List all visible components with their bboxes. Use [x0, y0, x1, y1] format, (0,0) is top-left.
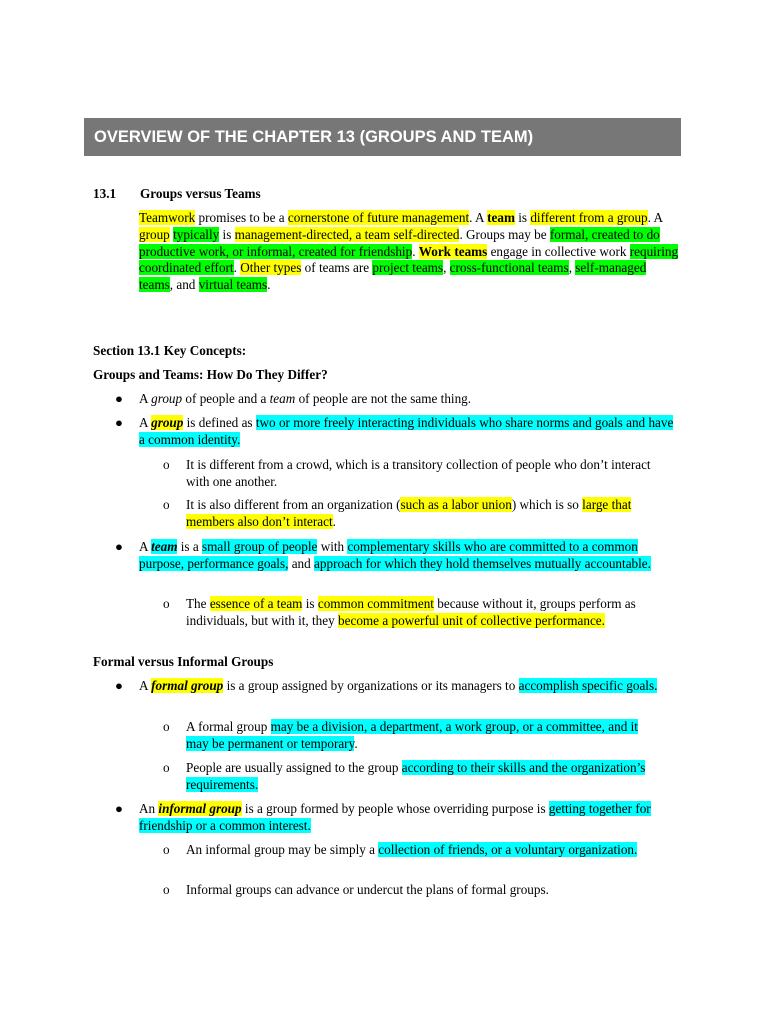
intro-text: of teams are	[301, 260, 373, 276]
item-text: approach for which they hold themselves mutually accountable.	[314, 555, 651, 571]
sub-bullet-icon: o	[163, 497, 170, 512]
differ-heading: Groups and Teams: How Do They Differ?	[93, 367, 328, 382]
intro-text: group	[139, 226, 170, 242]
intro-text: engage in collective work	[487, 243, 630, 259]
intro-text: Teamwork	[139, 210, 196, 225]
sub-list-item	[163, 596, 666, 630]
item-text: getting together for friendship or a common interest.	[139, 801, 651, 833]
list-item	[115, 678, 669, 695]
list-item	[115, 539, 679, 573]
item-text: essence of a team	[209, 596, 303, 611]
item-text: complementary skills who are committed to a common purpose, performance goals,	[139, 539, 638, 571]
item-text: An informal group may be simply a	[186, 842, 379, 857]
item-text: of people are not the same thing.	[295, 391, 472, 406]
sub-bullet-icon: o	[163, 457, 170, 472]
item-text: ) which is so	[511, 497, 583, 512]
item-text: Informal groups can advance or undercut the plans of formal groups.	[186, 882, 549, 897]
bullet-icon: ●	[115, 539, 123, 554]
bullet-icon: ●	[115, 391, 123, 406]
item-text: A formal group	[186, 719, 271, 734]
sub-bullet-icon: o	[163, 760, 170, 775]
sub-bullet-icon: o	[163, 719, 170, 734]
item-text: informal group	[158, 801, 242, 816]
item-text: is	[302, 596, 318, 611]
sub-list-item	[163, 882, 666, 899]
item-text: A	[139, 391, 152, 406]
item-text: team	[269, 391, 296, 406]
item-text: such as a labor union	[400, 497, 512, 512]
item-text: A	[139, 415, 152, 430]
formal-heading: Formal versus Informal Groups	[93, 654, 274, 669]
bullet-icon: ●	[115, 801, 123, 816]
intro-text: typically	[173, 226, 220, 242]
item-text: may be a division, a department, a work group, or a committee, and it may be permanent or temporary	[186, 719, 638, 751]
intro-text: team	[487, 210, 515, 225]
sub-list-item	[163, 497, 666, 531]
chapter-banner: OVERVIEW OF THE CHAPTER 13 (GROUPS AND TEAM)	[84, 118, 681, 156]
sub-list-item	[163, 842, 646, 859]
item-text: group	[151, 391, 183, 406]
sub-bullet-icon: o	[163, 596, 170, 611]
intro-text: formal, created to do productive work, or informal, created for friendship	[139, 226, 660, 259]
intro-text: ,	[568, 260, 576, 276]
intro-text: .	[233, 260, 241, 276]
item-text: large that members also don’t interact	[186, 497, 632, 529]
item-text: An	[139, 801, 159, 816]
intro-text: ,	[443, 260, 450, 276]
intro-text: . A	[469, 210, 488, 225]
section-title: Groups versus Teams	[140, 186, 261, 201]
sub-list-item	[163, 719, 646, 753]
section-number: 13.1	[93, 186, 117, 201]
intro-text: . A	[647, 210, 663, 225]
list-item	[115, 801, 674, 835]
item-text: formal group	[151, 678, 224, 693]
intro-text: is	[514, 210, 531, 225]
item-text: People are usually assigned to the group	[186, 760, 402, 775]
item-text: The	[186, 596, 210, 611]
intro-text: project teams	[372, 260, 444, 276]
item-text: because without it, groups perform as individuals, but with it, they	[186, 596, 636, 628]
intro-text: .	[267, 277, 271, 293]
intro-text: Other types	[240, 260, 302, 276]
key-concepts-heading: Section 13.1 Key Concepts:	[93, 343, 247, 358]
intro-text: cross-functional teams	[449, 260, 569, 276]
intro-text: , and	[169, 277, 199, 293]
sub-bullet-icon: o	[163, 882, 170, 897]
item-text: accomplish specific goals.	[518, 678, 658, 693]
item-text: .	[332, 513, 336, 529]
item-text: collection of friends, or a voluntary organization.	[378, 842, 638, 857]
item-text: according to their skills and the organization’s requirements.	[186, 760, 646, 792]
sub-list-item	[163, 760, 656, 794]
item-text: small group of people	[202, 539, 318, 554]
item-text: It is different from a crowd, which is a transitory collection of people who don’t interact with one another.	[186, 457, 651, 489]
item-text: with	[317, 539, 348, 554]
item-text: is a	[177, 539, 203, 554]
item-text: two or more freely interacting individuals who share norms and goals and have a common identity.	[139, 415, 674, 447]
item-text: team	[151, 539, 178, 554]
item-text: .	[354, 735, 358, 751]
intro-text: .	[412, 243, 419, 259]
sub-bullet-icon: o	[163, 842, 170, 857]
list-item	[115, 391, 679, 408]
item-text: A	[139, 678, 152, 693]
intro-text: promises to be a	[195, 210, 288, 225]
item-text: of people and a	[182, 391, 270, 406]
intro-paragraph	[139, 210, 679, 294]
intro-text: self-managed teams	[139, 260, 647, 293]
sub-list-item	[163, 457, 656, 491]
intro-text: management-directed, a team self-directed	[234, 226, 460, 242]
list-item	[115, 415, 679, 449]
item-text: become a powerful unit of collective performance.	[338, 612, 605, 628]
bullet-icon: ●	[115, 678, 123, 693]
item-text: It is also different from an organization (	[186, 497, 401, 512]
intro-text: . Groups may be	[459, 226, 550, 242]
intro-text: virtual teams	[198, 277, 268, 293]
intro-text: cornerstone of future management	[287, 210, 470, 225]
intro-text: is	[219, 226, 235, 242]
intro-text: different from a group	[530, 210, 648, 225]
item-text: is a group formed by people whose overriding purpose is	[241, 801, 549, 816]
intro-text: Work teams	[418, 243, 488, 259]
item-text: A	[139, 539, 152, 554]
item-text: common commitment	[317, 596, 434, 611]
item-text: group	[151, 415, 184, 430]
item-text: and	[288, 555, 315, 571]
bullet-icon: ●	[115, 415, 123, 430]
item-text: is a group assigned by organizations or its managers to	[223, 678, 519, 693]
intro-text: requiring coordinated effort	[139, 243, 679, 276]
item-text: is defined as	[183, 415, 256, 430]
